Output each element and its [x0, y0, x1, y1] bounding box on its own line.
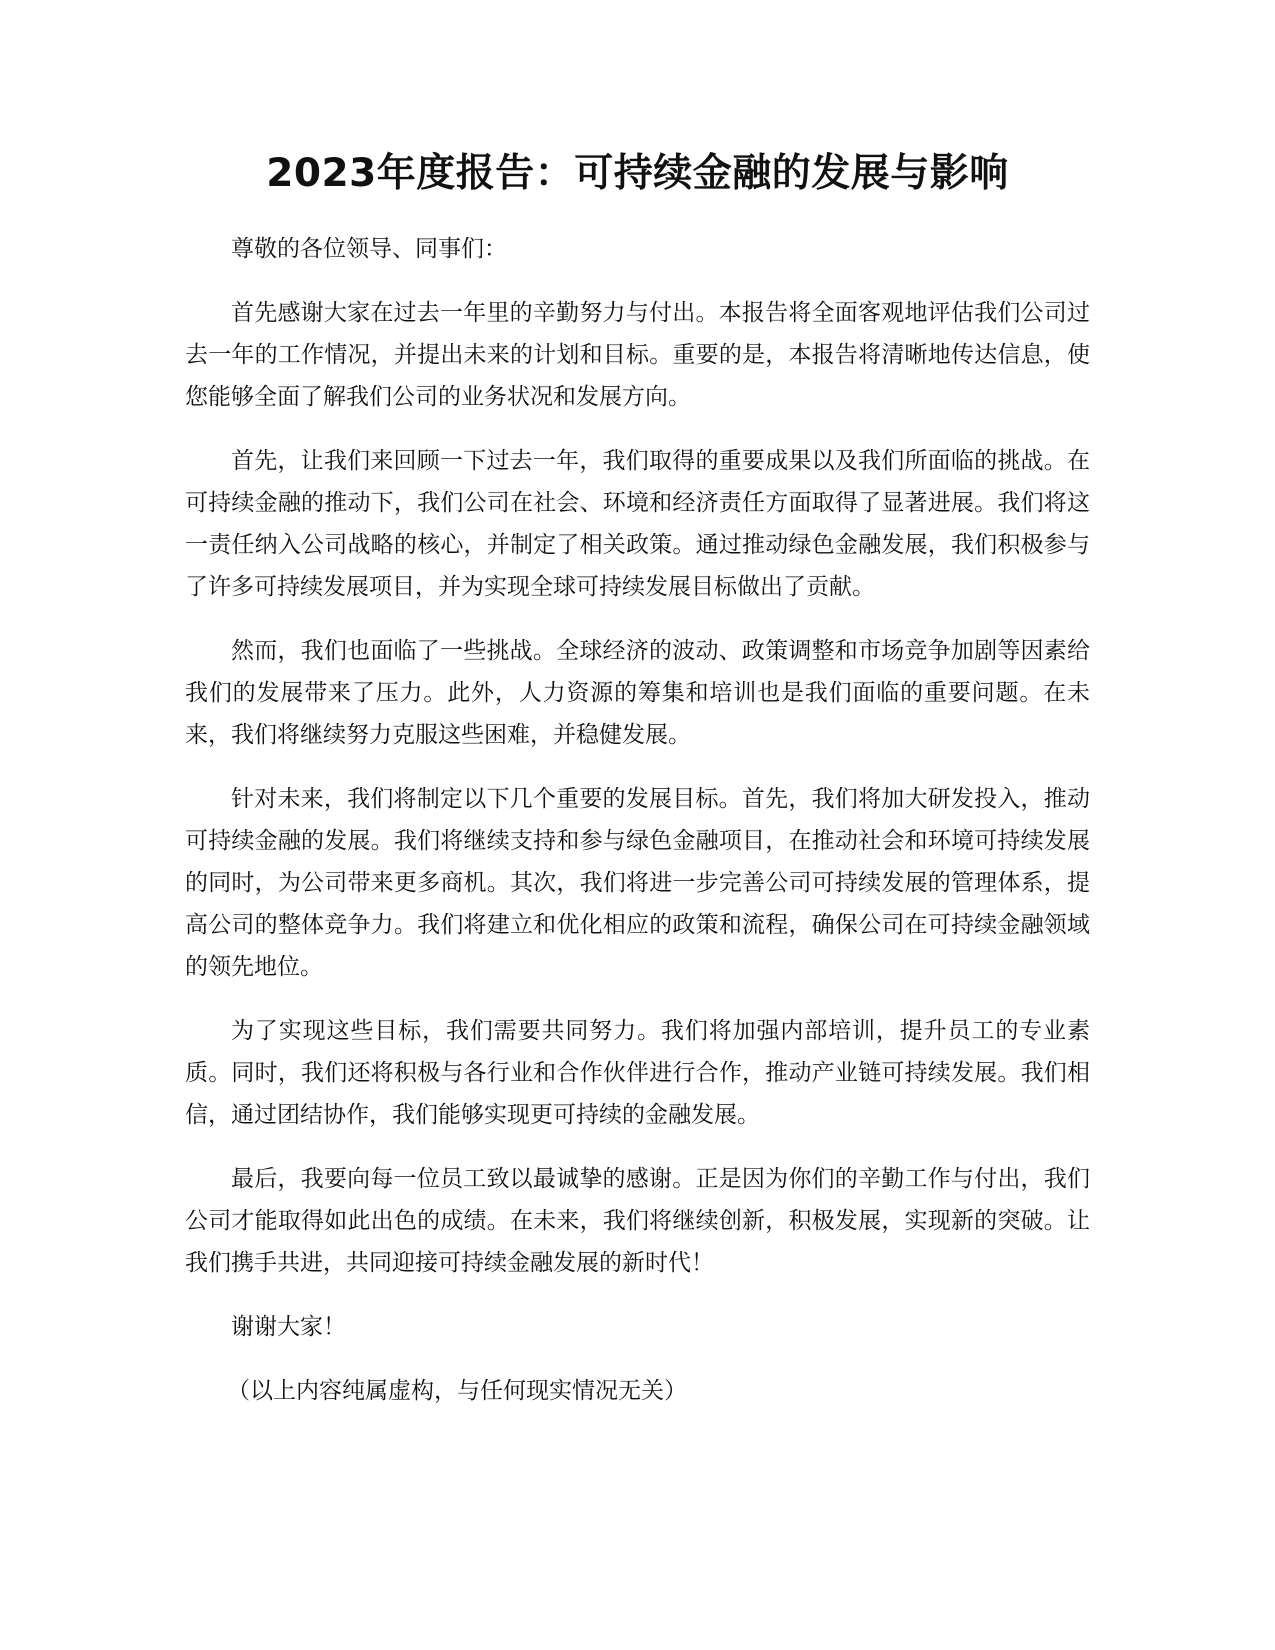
paragraph-intro: 首先感谢大家在过去一年里的辛勤努力与付出。本报告将全面客观地评估我们公司过去一年的工作情况，并提出未来的计划和目标。重要的是，本报告将清晰地传达信息，使您能够全面了解我们公司的业务状况和发展方向。	[185, 300, 1090, 410]
paragraph-cooperation: 为了实现这些目标，我们需要共同努力。我们将加强内部培训，提升员工的专业素质。同时，我们还将积极与各行业和合作伙伴进行合作，推动产业链可持续发展。我们相信，通过团结协作，我们能够实现更可持续的金融发展。	[185, 1018, 1090, 1128]
paragraph-review: 首先，让我们来回顾一下过去一年，我们取得的重要成果以及我们所面临的挑战。在可持续金融的推动下，我们公司在社会、环境和经济责任方面取得了显著进展。我们将这一责任纳入公司战略的核心，并制定了相关政策。通过推动绿色金融发展，我们积极参与了许多可持续发展项目，并为实现全球可持续发展目标做出了贡献。	[185, 448, 1090, 600]
disclaimer: （以上内容纯属虚构，与任何现实情况无关）	[227, 1378, 687, 1404]
paragraph-thanks: 最后，我要向每一位员工致以最诚挚的感谢。正是因为你们的辛勤工作与付出，我们公司才能取得如此出色的成绩。在未来，我们将继续创新，积极发展，实现新的突破。让我们携手共进，共同迎接可持续金融发展的新时代！	[185, 1166, 1090, 1276]
document-body	[185, 228, 1090, 1412]
document-title: 2023年度报告：可持续金融的发展与影响	[266, 151, 1009, 196]
closing: 谢谢大家！	[231, 1314, 346, 1340]
greeting: 尊敬的各位领导、同事们：	[231, 236, 507, 262]
paragraph-challenges: 然而，我们也面临了一些挑战。全球经济的波动、政策调整和市场竞争加剧等因素给我们的发展带来了压力。此外，人力资源的筹集和培训也是我们面临的重要问题。在未来，我们将继续努力克服这些困难，并稳健发展。	[185, 638, 1090, 748]
paragraph-goals: 针对未来，我们将制定以下几个重要的发展目标。首先，我们将加大研发投入，推动可持续金融的发展。我们将继续支持和参与绿色金融项目，在推动社会和环境可持续发展的同时，为公司带来更多商机。其次，我们将进一步完善公司可持续发展的管理体系，提高公司的整体竞争力。我们将建立和优化相应的政策和流程，确保公司在可持续金融领域的领先地位。	[185, 786, 1090, 980]
